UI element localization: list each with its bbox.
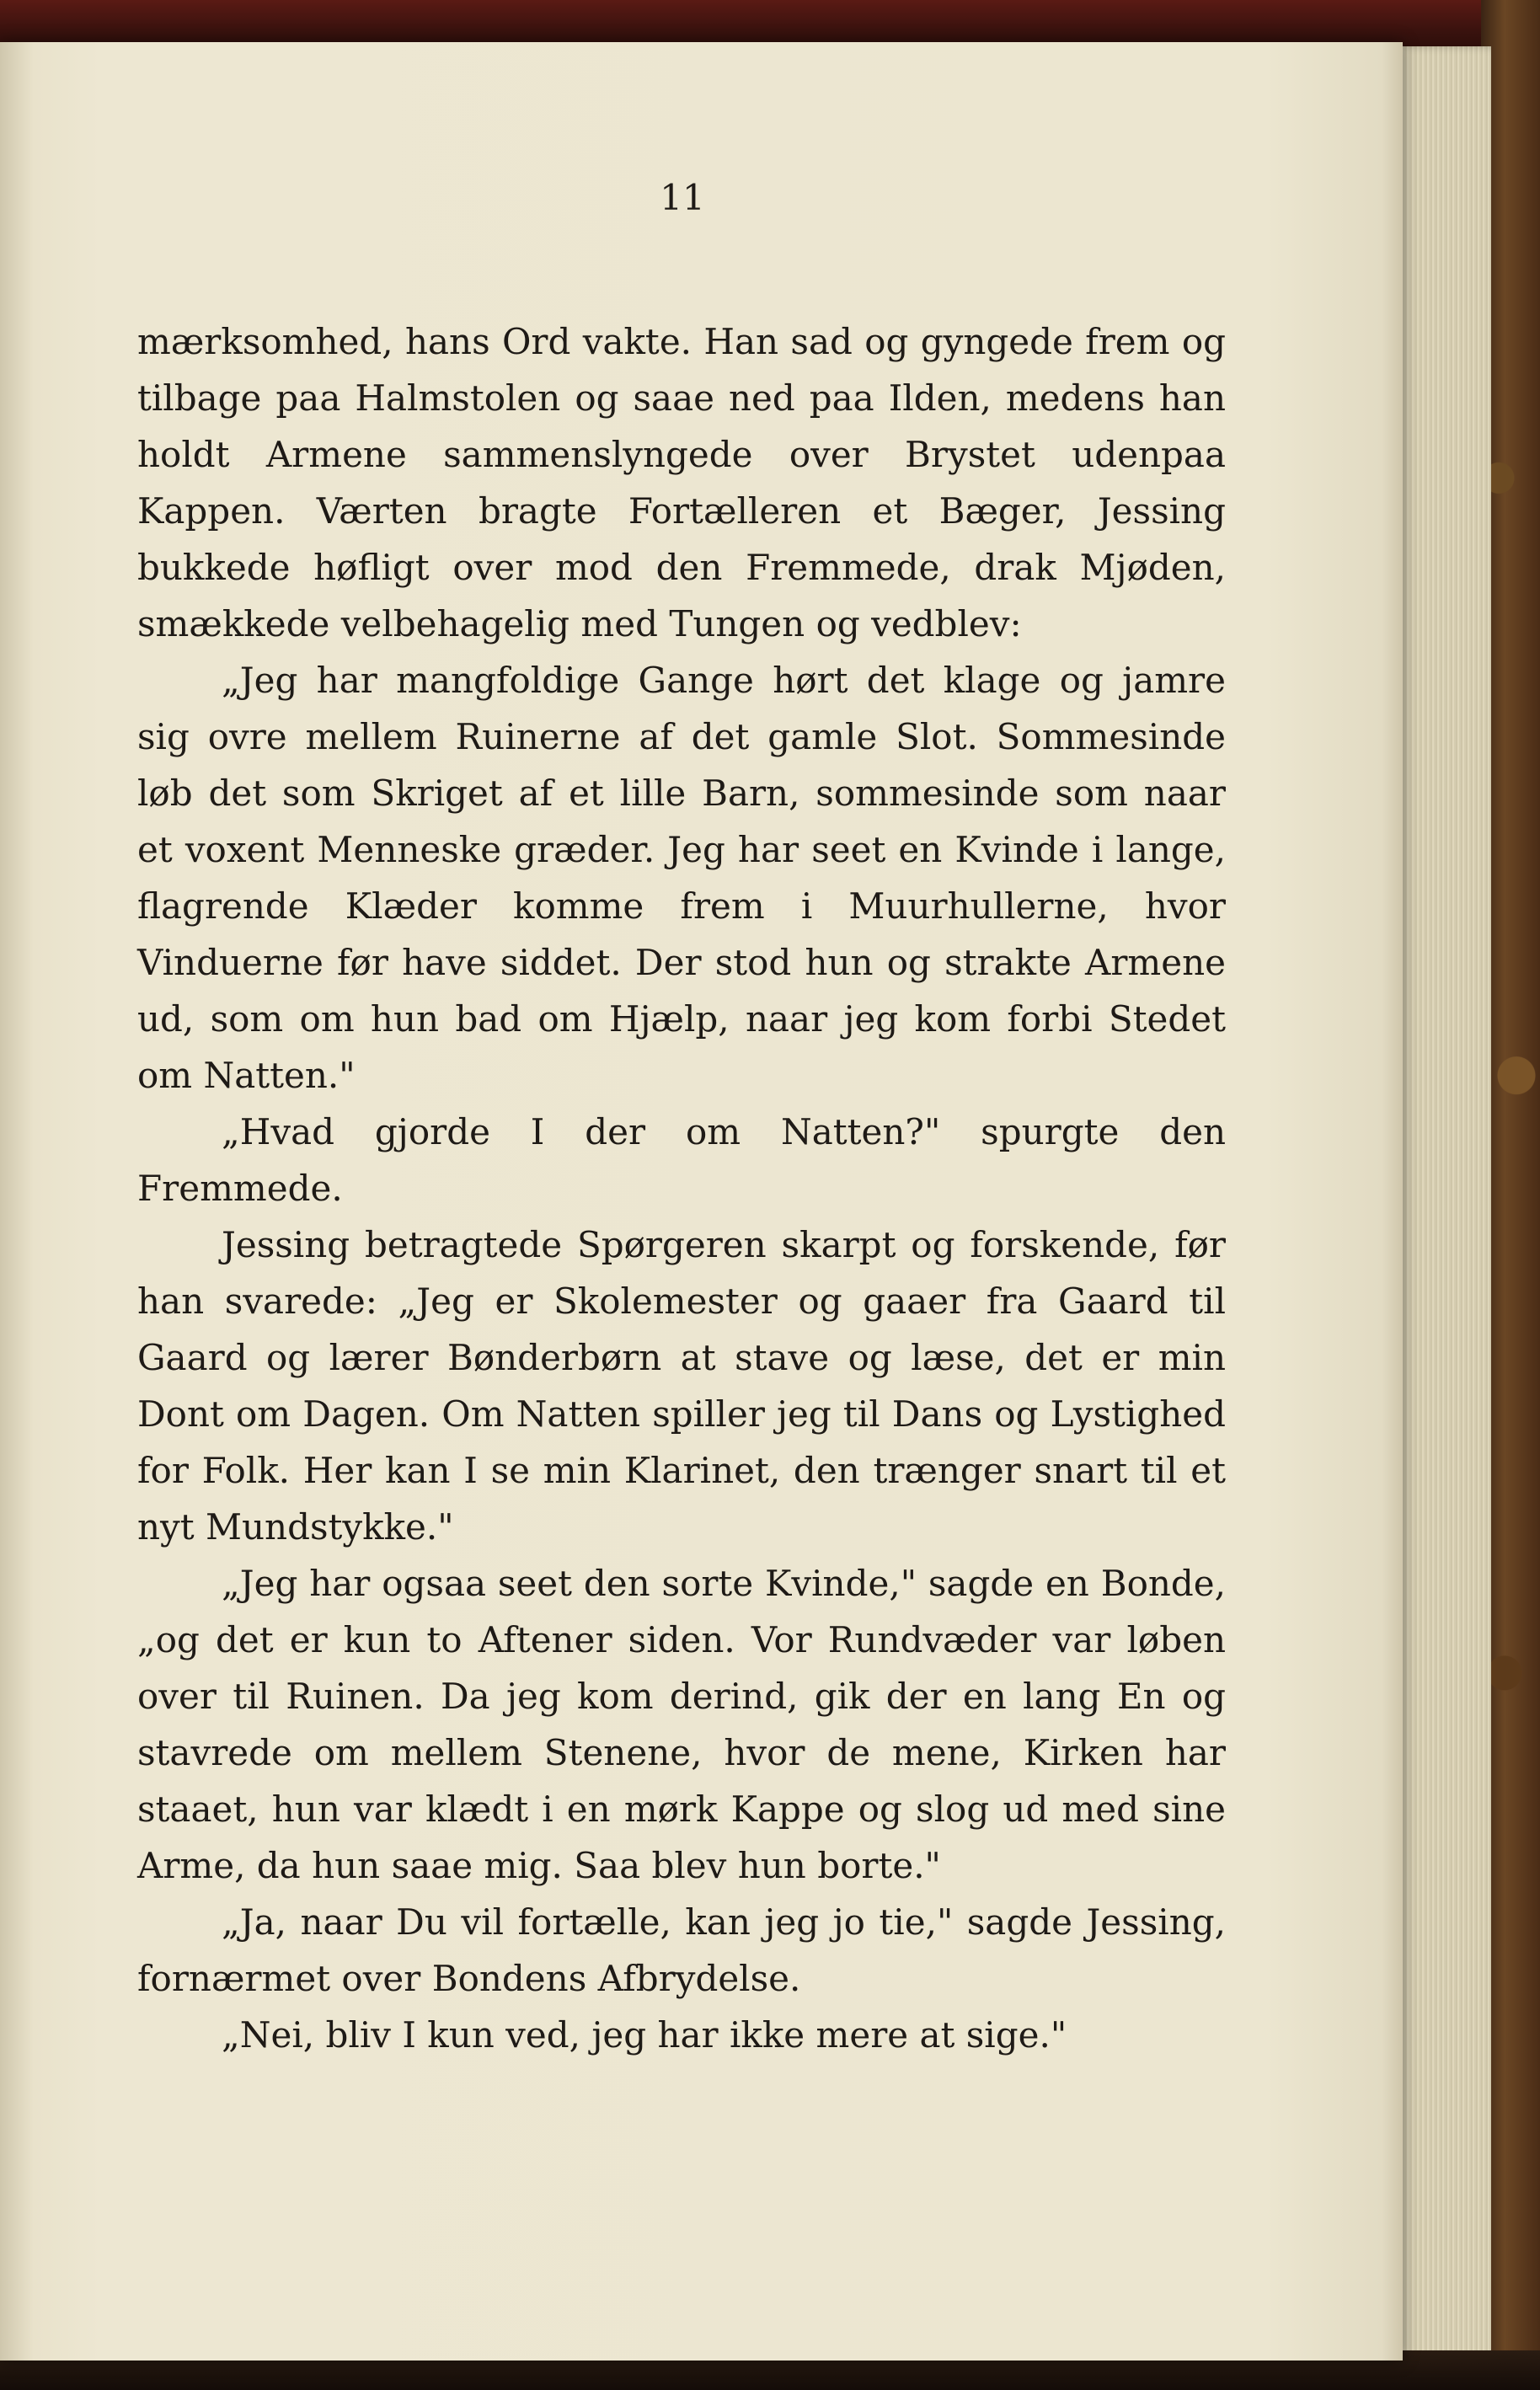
paragraph-4: Jessing betragtede Spørgeren skarpt og forskende, før han svarede: „Jeg er Skolemester og gaaer fra Gaard til Gaard og lærer Bønderbørn at stave og læse, det er min Dont om Dagen. Om Natten spiller jeg til Dans og Lystighed for Folk. Her kan I se min Klarinet, den trænger snart til et nyt Mundstykke." [137, 1224, 1226, 1548]
paragraph-6: „Ja, naar Du vil fortælle, kan jeg jo tie," sagde Jessing, fornærmet over Bondens Afbrydelse. [137, 1901, 1226, 1999]
paragraph-2: „Jeg har mangfoldige Gange hørt det klage og jamre sig ovre mellem Ruinerne af det gamle Slot. Sommesinde løb det som Skriget af et lille Barn, sommesinde som naar et voxent Menneske græder. Jeg har seet en Kvinde i lange, flagrende Klæder komme frem i Muurhullerne, hvor Vinduerne før have siddet. Der stod hun og strakte Armene ud, som om hun bad om Hjælp, naar jeg kom forbi Stedet om Natten." [137, 660, 1226, 1096]
paragraph-1: mærksomhed, hans Ord vakte. Han sad og gyngede frem og tilbage paa Halmstolen og saae ned paa Ilden, medens han holdt Armene sammenslyngede over Brystet udenpaa Kappen. Værten bragte Fortælleren et Bæger, Jessing bukkede høfligt over mod den Fremmede, drak Mjøden, smækkede velbehagelig med Tungen og vedblev: [137, 321, 1226, 644]
book-page [0, 42, 1403, 2361]
paragraph-7: „Nei, bliv I kun ved, jeg har ikke mere at sige." [222, 2014, 1067, 2056]
paragraph-5: „Jeg har ogsaa seet den sorte Kvinde," sagde en Bonde, „og det er kun to Aftener siden. Vor Rundvæder var løben over til Ruinen. Da jeg kom derind, gik der en lang En og stavrede om mellem Stenene, hvor de mene, Kirken har staaet, hun var klædt i en mørk Kappe og slog ud med sine Arme, da hun saae mig. Saa blev hun borte." [137, 1563, 1226, 1886]
page-number: 11 [660, 177, 705, 218]
page-stack-edges [1394, 46, 1491, 2376]
paragraph-3: „Hvad gjorde I der om Natten?" spurgte den Fremmede. [137, 1111, 1226, 1209]
page-body-text [137, 313, 1226, 2063]
